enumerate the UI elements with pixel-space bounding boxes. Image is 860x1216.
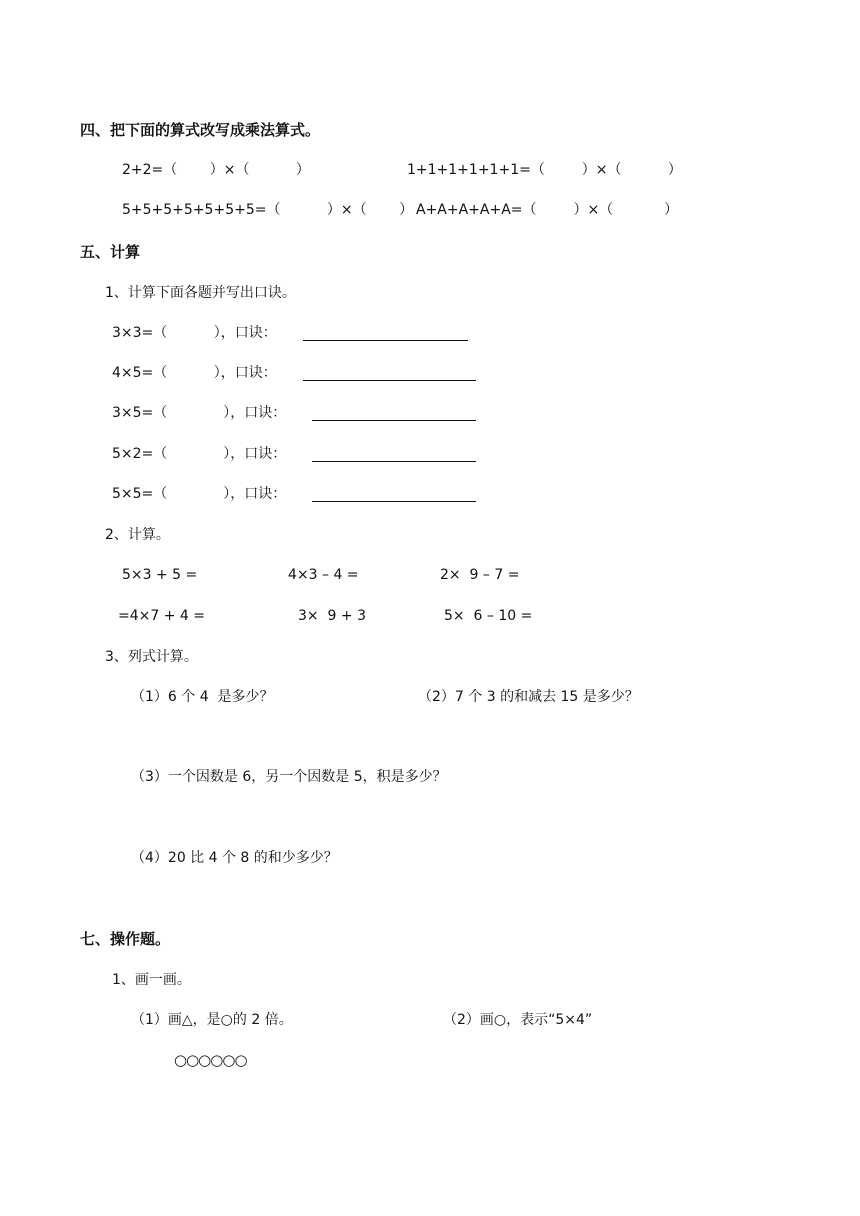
calc-item-1: 5×3 + 5 = — [122, 567, 198, 583]
answer-line-4[interactable] — [312, 461, 476, 462]
calc-item-5: 3× 9 + 3 — [298, 608, 366, 624]
rhyme-item-1: 3×3=（ ），口诀： — [112, 325, 277, 341]
word-problem-4: （4）20 比 4 个 8 的和少多少？ — [131, 850, 338, 866]
drawing-task-2: （2）画○，表示“5×4” — [443, 1012, 593, 1028]
fill-item-2plus2: 2+2=（ ）×（ ） — [122, 162, 310, 178]
rhyme-item-5: 5×5=（ ），口诀： — [112, 486, 287, 502]
section-5-heading: 五、计算 — [80, 243, 141, 261]
drawing-task-1: （1）画△，是○的 2 倍。 — [131, 1012, 293, 1028]
calc-item-2: 4×3 – 4 = — [288, 567, 359, 583]
calc-item-4: =4×7 + 4 = — [118, 608, 205, 624]
rhyme-item-4: 5×2=（ ），口诀： — [112, 446, 287, 462]
rhyme-item-3: 3×5=（ ），口诀： — [112, 405, 287, 421]
part-3-title: 3、列式计算。 — [105, 649, 198, 665]
word-problem-1: （1）6 个 4 是多少？ — [131, 689, 274, 705]
drawing-title: 1、画一画。 — [112, 972, 191, 988]
answer-line-5[interactable] — [312, 501, 476, 502]
section-4-heading: 四、把下面的算式改写成乘法算式。 — [80, 121, 321, 139]
part-1-title: 1、计算下面各题并写出口诀。 — [105, 285, 296, 301]
section-7-heading: 七、操作题。 — [80, 930, 171, 948]
calc-item-6: 5× 6 – 10 = — [444, 608, 533, 624]
fill-item-ones: 1+1+1+1+1+1=（ ）×（ ） — [407, 162, 682, 178]
calc-item-3: 2× 9 – 7 = — [440, 567, 520, 583]
word-problem-3: （3）一个因数是 6，另一个因数是 5，积是多少？ — [131, 769, 447, 785]
answer-line-2[interactable] — [303, 380, 476, 381]
circle-row: ○○○○○○ — [174, 1051, 247, 1069]
part-2-title: 2、计算。 — [105, 527, 170, 543]
rhyme-item-2: 4×5=（ ），口诀： — [112, 365, 277, 381]
word-problem-2: （2）7 个 3 的和减去 15 是多少？ — [418, 689, 639, 705]
fill-item-fives: 5+5+5+5+5+5+5=（ ）×（ ） — [122, 202, 414, 218]
fill-item-letters: A+A+A+A+A=（ ）×（ ） — [416, 202, 679, 218]
answer-line-1[interactable] — [303, 340, 468, 341]
answer-line-3[interactable] — [312, 420, 476, 421]
